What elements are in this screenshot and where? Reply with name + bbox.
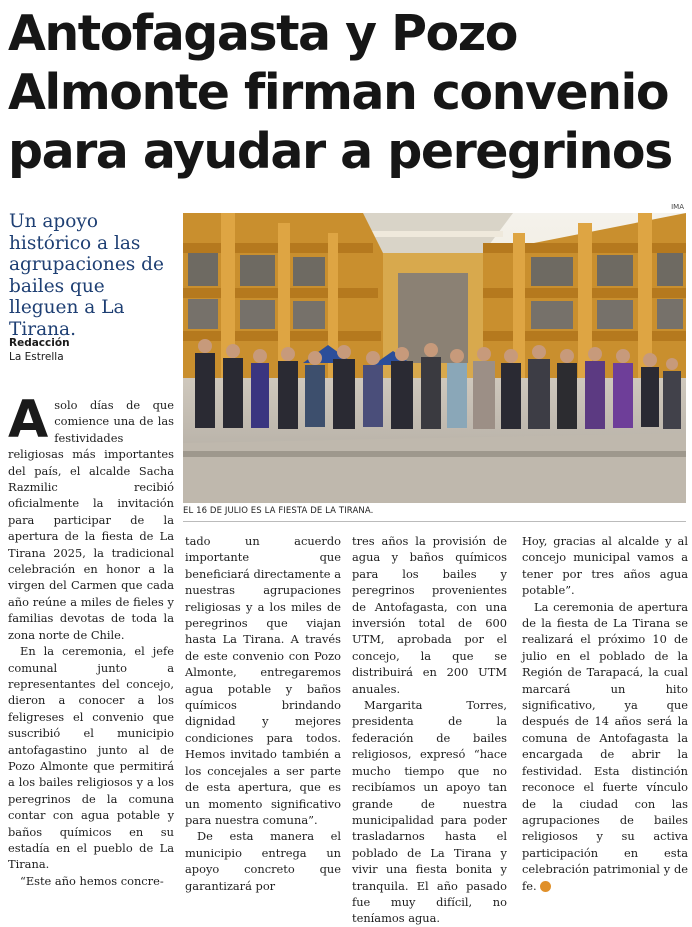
article-column-3 [352,533,507,927]
paragraph: tado un acuerdo importante que beneficiará directamente a nuestras agrupaciones religiosas y a los miles de peregrinos que viajan hasta La Tirana. A través de este convenio con Pozo Almonte, entregaremos agua potable y baños químicos brindando dignidad y mejores condiciones para todos. Hemos invitado también a los concejales a ser parte de esta apertura, que es un momento significativo para nuestra comuna”. [185,534,341,827]
headline-line: Almonte firman convenio [8,64,668,121]
caption-divider [183,521,686,522]
paragraph: “Este año hemos concre- [20,873,164,888]
deck-subtitle: Un apoyo histórico a las agrupaciones de bailes que lleguen a La Tirana. [9,211,164,340]
photo-credit: IMA [671,203,684,211]
photo-caption: EL 16 DE JULIO ES LA FIESTA DE LA TIRANA. [183,506,374,516]
article-photo [183,213,686,503]
paragraph: En la ceremonia, el jefe comunal junto a representantes del concejo, dieron a conocer a los feligreses el convenio que suscribió el municipio antofagastino junto al de Pozo Almonte que permitirá a los bailes religiosos y a los peregrinos de la comuna contar con agua potable y baños químicos en su estadía en el pueblo de La Tirana. [8,644,174,872]
article-column-2 [185,533,341,894]
article-column-4 [522,533,688,894]
paragraph [8,390,174,643]
headline-line: Antofagasta y Pozo [8,5,517,62]
headline-line: para ayudar a peregrinos [8,123,672,180]
drop-cap: A [8,390,49,450]
byline-label: Redacción [9,337,70,349]
paragraph: tres años la provisión de agua y baños químicos para los bailes y peregrinos provenientes de Antofagasta, con una inversión total de 600 UTM, aprobada por el concejo, la que se distribuirá en 200 UTM anuales. [352,534,507,696]
photo-illustration [183,213,686,503]
star-end-icon: ✪ [540,881,551,892]
headline [8,4,688,181]
paragraph: Margarita Torres, presidenta de la federación de bailes religiosos, expresó “hace mucho tiempo que no recibíamos un apoyo tan grande de nuestra municipalidad para poder trasladarnos hasta el poblado de La Tirana y vivir una fiesta bonita y tranquila. El año pasado fue muy difícil, no teníamos agua. [352,698,507,926]
paragraph: De esta manera el municipio entrega un apoyo concreto que garantizará por [185,829,341,893]
paragraph-text: solo días de que comience una de las festividades religiosas más importantes del país, el alcalde Sacha Razmilic recibió oficialmente la invitación para participar de la apertura de la fiesta de La Tirana 2025, la tradicional celebración en honor a la virgen del Carmen que cada año reúne a miles de fieles y familias devotas de toda la zona norte de Chile. [8,398,174,642]
byline-name: La Estrella [9,351,64,363]
paragraph [522,599,688,894]
paragraph: Hoy, gracias al alcalde y al concejo municipal vamos a tener por tres años agua potable”. [522,534,688,598]
article-column-1 [8,390,174,889]
paragraph-text: La ceremonia de apertura de la fiesta de La Tirana se realizará el próximo 10 de julio en el poblado de la Región de Tarapacá, la cual marcará un hito significativo, ya que después de 14 años será la comuna de Antofagasta la encargada de abrir la festividad. Esta distinción reconoce el fuerte vínculo de la ciudad con las agrupaciones de bailes religiosos y su activa participación en esta celebración patrimonial y de fe. [522,599,688,893]
